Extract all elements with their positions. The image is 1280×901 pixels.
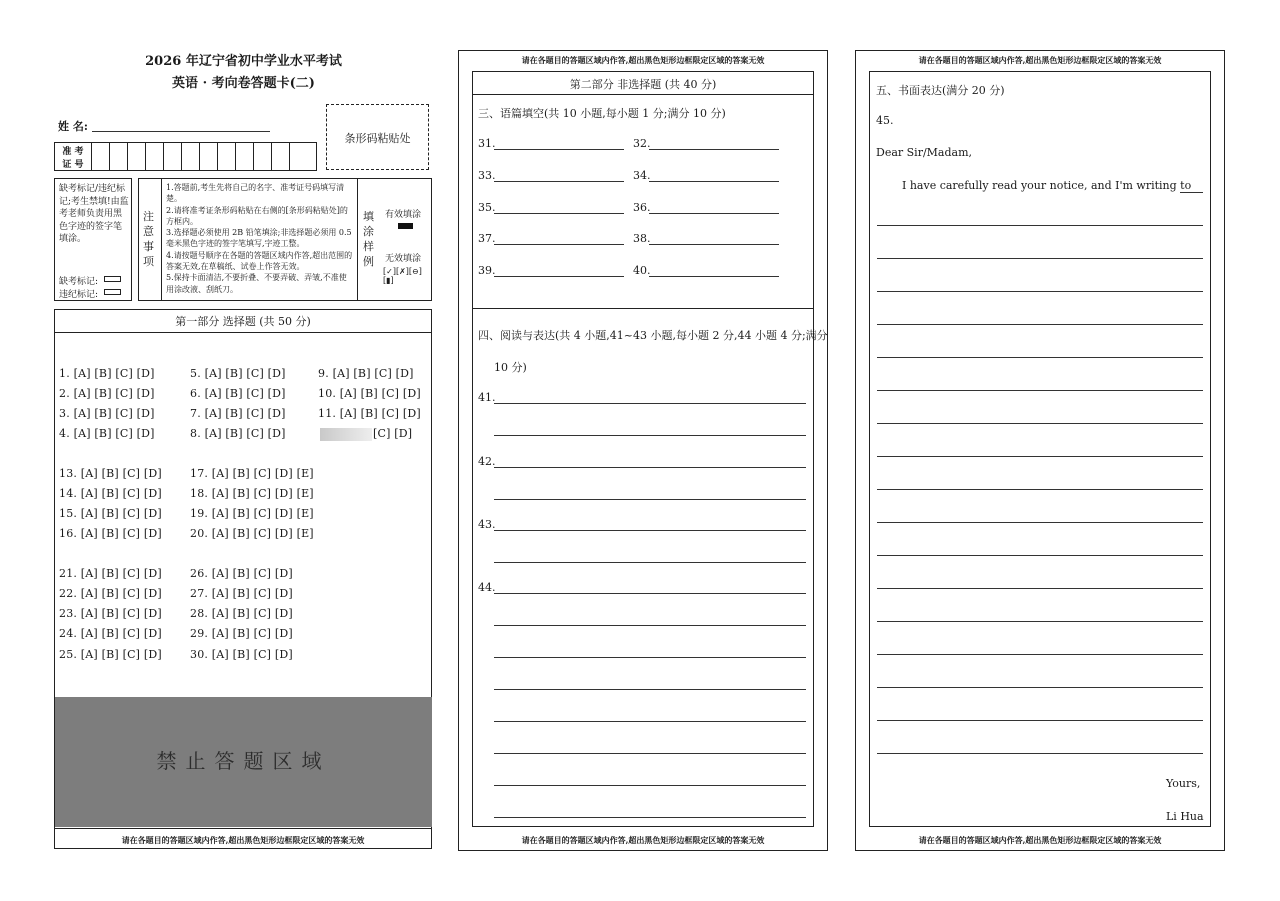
answer-line-44[interactable] [494, 657, 806, 658]
absent-note-text: 缺考标记/违纪标记;考生禁填!由监考老师负责用黑色字迹的签字笔填涂。 [59, 184, 129, 244]
forbidden-label: 禁止答题区域 [156, 749, 331, 773]
essay-line[interactable] [877, 225, 1203, 226]
blank-label-40: 40. [633, 264, 651, 277]
answer-line-43b[interactable] [494, 562, 806, 563]
barcode-label: 条形码粘贴处 [344, 132, 411, 145]
question-label-42: 42. [478, 455, 496, 468]
valid-fill-sample [398, 223, 413, 229]
notes-title: 注意事项 [143, 210, 154, 268]
choice-q21[interactable]: 21. [A] [B] [C] [D] [59, 567, 162, 580]
forbidden-answer-area [55, 697, 432, 827]
essay-line[interactable] [877, 456, 1203, 457]
header-note: 请在各题目的答题区域内作答,超出黑色矩形边框限定区域的答案无效 [918, 55, 1162, 65]
blank-label-37: 37. [478, 232, 496, 245]
notes-box [138, 178, 432, 301]
opening-blank[interactable] [1180, 192, 1203, 193]
exam-subtitle: 英语 · 考向卷答题卡(二) [172, 76, 315, 91]
blank-label-33: 33. [478, 169, 496, 182]
choice-q29[interactable]: 29. [A] [B] [C] [D] [190, 627, 293, 640]
choice-q17[interactable]: 17. [A] [B] [C] [D] [E] [190, 467, 314, 480]
id-cell[interactable] [289, 143, 290, 170]
choice-q25[interactable]: 25. [A] [B] [C] [D] [59, 648, 162, 661]
note-item: 2.请将准考证条形码粘贴在右侧的[条形码粘贴处]的方框内。 [166, 205, 348, 226]
blank-38[interactable] [649, 244, 779, 245]
choice-q27[interactable]: 27. [A] [B] [C] [D] [190, 587, 293, 600]
id-cell[interactable] [163, 143, 164, 170]
choice-q28[interactable]: 28. [A] [B] [C] [D] [190, 607, 293, 620]
question-label-43: 43. [478, 518, 496, 531]
answer-line-41a[interactable] [494, 403, 806, 404]
essay-line[interactable] [877, 423, 1203, 424]
choice-q20[interactable]: 20. [A] [B] [C] [D] [E] [190, 527, 314, 540]
part1-title-divider [55, 332, 431, 333]
choice-q4[interactable]: 4. [A] [B] [C] [D] [59, 427, 155, 440]
id-label-1: 准 考 [62, 147, 84, 157]
answer-line-44[interactable] [494, 625, 806, 626]
violation-label: 违纪标记: [59, 290, 99, 300]
choice-q19[interactable]: 19. [A] [B] [C] [D] [E] [190, 507, 314, 520]
section4-title-line2: 10 分) [494, 361, 527, 374]
name-field[interactable] [92, 131, 270, 132]
choice-q2[interactable]: 2. [A] [B] [C] [D] [59, 387, 155, 400]
part1-title: 第一部分 选择题 (共 50 分) [175, 315, 311, 328]
section-divider [473, 308, 813, 309]
choice-q13[interactable]: 13. [A] [B] [C] [D] [59, 467, 162, 480]
essay-line[interactable] [877, 621, 1203, 622]
footer-note: 请在各题目的答题区域内作答,超出黑色矩形边框限定区域的答案无效 [121, 835, 365, 845]
answer-line-42b[interactable] [494, 499, 806, 500]
essay-line[interactable] [877, 390, 1203, 391]
blank-35[interactable] [494, 213, 624, 214]
section5-title: 五、书面表达(满分 20 分) [876, 84, 1005, 97]
blank-33[interactable] [494, 181, 624, 182]
question-label-45: 45. [876, 114, 894, 127]
footer-divider [55, 828, 431, 829]
note-item: 3.选择题必须使用 2B 铅笔填涂;非选择题必须用 0.5 毫米黑色字迹的签字笔填写,字迹工整。 [166, 228, 352, 249]
question-label-44: 44. [478, 581, 496, 594]
blank-label-32: 32. [633, 137, 651, 150]
blank-label-31: 31. [478, 137, 496, 150]
absent-mark-box [54, 178, 132, 301]
answer-line-44[interactable] [494, 689, 806, 690]
fill-example-title: 填涂样例 [363, 210, 374, 268]
letter-closing: Yours, [1166, 777, 1201, 790]
blank-32[interactable] [649, 149, 779, 150]
choice-q30[interactable]: 30. [A] [B] [C] [D] [190, 648, 293, 661]
essay-line[interactable] [877, 654, 1203, 655]
choice-q12[interactable]: [C] [D] [373, 427, 413, 440]
part2-title: 第二部分 非选择题 (共 40 分) [569, 78, 717, 91]
name-label: 姓 名: [58, 120, 88, 133]
id-cell[interactable] [145, 143, 146, 170]
violation-checkbox[interactable] [104, 289, 121, 295]
blank-34[interactable] [649, 181, 779, 182]
choice-q16[interactable]: 16. [A] [B] [C] [D] [59, 527, 162, 540]
exam-title: 2026 年辽宁省初中学业水平考试 [145, 54, 342, 69]
answer-line-43a[interactable] [494, 530, 806, 531]
section3-title: 三、语篇填空(共 10 小题,每小题 1 分;满分 10 分) [478, 107, 726, 120]
id-cell[interactable] [181, 143, 182, 170]
choice-q26[interactable]: 26. [A] [B] [C] [D] [190, 567, 293, 580]
id-cell[interactable] [127, 143, 128, 170]
letter-greeting: Dear Sir/Madam, [876, 146, 973, 159]
valid-fill-label: 有效填涂 [385, 210, 422, 220]
choice-q9[interactable]: 9. [A] [B] [C] [D] [318, 367, 414, 380]
footer-note: 请在各题目的答题区域内作答,超出黑色矩形边框限定区域的答案无效 [521, 835, 765, 845]
choice-q14[interactable]: 14. [A] [B] [C] [D] [59, 487, 162, 500]
notes-list [166, 182, 354, 295]
part2-box [472, 71, 814, 827]
obscured-choice-q12 [320, 428, 372, 441]
blank-label-36: 36. [633, 201, 651, 214]
choice-q3[interactable]: 3. [A] [B] [C] [D] [59, 407, 155, 420]
essay-line[interactable] [877, 588, 1203, 589]
essay-line[interactable] [877, 687, 1203, 688]
id-label-2: 证 号 [62, 160, 84, 170]
blank-39[interactable] [494, 276, 624, 277]
choice-q22[interactable]: 22. [A] [B] [C] [D] [59, 587, 162, 600]
letter-opening: I have carefully read your notice, and I'm writing to [902, 179, 1192, 192]
answer-line-44[interactable] [494, 753, 806, 754]
notes-divider [161, 179, 162, 300]
essay-line[interactable] [877, 555, 1203, 556]
id-cell[interactable] [199, 143, 200, 170]
absent-checkbox[interactable] [104, 276, 121, 282]
question-label-41: 41. [478, 391, 496, 404]
id-cell[interactable] [91, 143, 92, 170]
id-cell[interactable] [109, 143, 110, 170]
choice-q18[interactable]: 18. [A] [B] [C] [D] [E] [190, 487, 314, 500]
invalid-fill-samples: [✓][✗][⊖][▮] [383, 267, 422, 285]
invalid-fill-label: 无效填涂 [385, 254, 422, 264]
blank-label-38: 38. [633, 232, 651, 245]
answer-line-44[interactable] [494, 721, 806, 722]
header-note: 请在各题目的答题区域内作答,超出黑色矩形边框限定区域的答案无效 [521, 55, 765, 65]
choice-q11[interactable]: 11. [A] [B] [C] [D] [318, 407, 421, 420]
absent-label: 缺考标记: [59, 277, 99, 287]
choice-q1[interactable]: 1. [A] [B] [C] [D] [59, 367, 155, 380]
choice-q7[interactable]: 7. [A] [B] [C] [D] [190, 407, 286, 420]
blank-label-35: 35. [478, 201, 496, 214]
answer-line-44[interactable] [494, 785, 806, 786]
essay-line[interactable] [877, 357, 1203, 358]
note-item: 4.请按题号顺序在各题的答题区域内作答,超出范围的答案无效,在草稿纸、试卷上作答无效。 [166, 250, 353, 272]
essay-line[interactable] [877, 720, 1203, 721]
essay-line[interactable] [877, 291, 1203, 292]
essay-line[interactable] [877, 753, 1203, 754]
essay-line[interactable] [877, 522, 1203, 523]
answer-line-44[interactable] [494, 817, 806, 818]
note-item: 1.答题前,考生先将自己的名字、准考证号码填写清楚。 [166, 183, 345, 204]
choice-q24[interactable]: 24. [A] [B] [C] [D] [59, 627, 162, 640]
choice-q5[interactable]: 5. [A] [B] [C] [D] [190, 367, 286, 380]
answer-line-42a[interactable] [494, 467, 806, 468]
choice-q8[interactable]: 8. [A] [B] [C] [D] [190, 427, 286, 440]
choice-q23[interactable]: 23. [A] [B] [C] [D] [59, 607, 162, 620]
barcode-area [326, 104, 429, 170]
fill-divider [357, 179, 358, 300]
choice-q6[interactable]: 6. [A] [B] [C] [D] [190, 387, 286, 400]
choice-q15[interactable]: 15. [A] [B] [C] [D] [59, 507, 162, 520]
id-cell[interactable] [217, 143, 218, 170]
exam-id-grid[interactable] [54, 142, 317, 171]
footer-note: 请在各题目的答题区域内作答,超出黑色矩形边框限定区域的答案无效 [918, 835, 1162, 845]
essay-line[interactable] [877, 324, 1203, 325]
blank-label-39: 39. [478, 264, 496, 277]
blank-40[interactable] [649, 276, 779, 277]
letter-signature: Li Hua [1166, 810, 1204, 823]
choice-q10[interactable]: 10. [A] [B] [C] [D] [318, 387, 421, 400]
id-cell[interactable] [235, 143, 236, 170]
part2-title-divider [473, 94, 813, 95]
note-item: 5.保持卡面清洁,不要折叠、不要弄破、弄皱,不准使用涂改液、刮纸刀。 [166, 273, 347, 294]
blank-31[interactable] [494, 149, 624, 150]
section4-title-line1: 四、阅读与表达(共 4 小题,41~43 小题,每小题 2 分,44 小题 4 分;满分 [478, 329, 828, 342]
answer-line-41b[interactable] [494, 435, 806, 436]
blank-36[interactable] [649, 213, 779, 214]
id-cell[interactable] [271, 143, 272, 170]
blank-label-34: 34. [633, 169, 651, 182]
essay-line[interactable] [877, 258, 1203, 259]
blank-37[interactable] [494, 244, 624, 245]
essay-line[interactable] [877, 489, 1203, 490]
answer-line-44[interactable] [494, 593, 806, 594]
id-cell[interactable] [253, 143, 254, 170]
